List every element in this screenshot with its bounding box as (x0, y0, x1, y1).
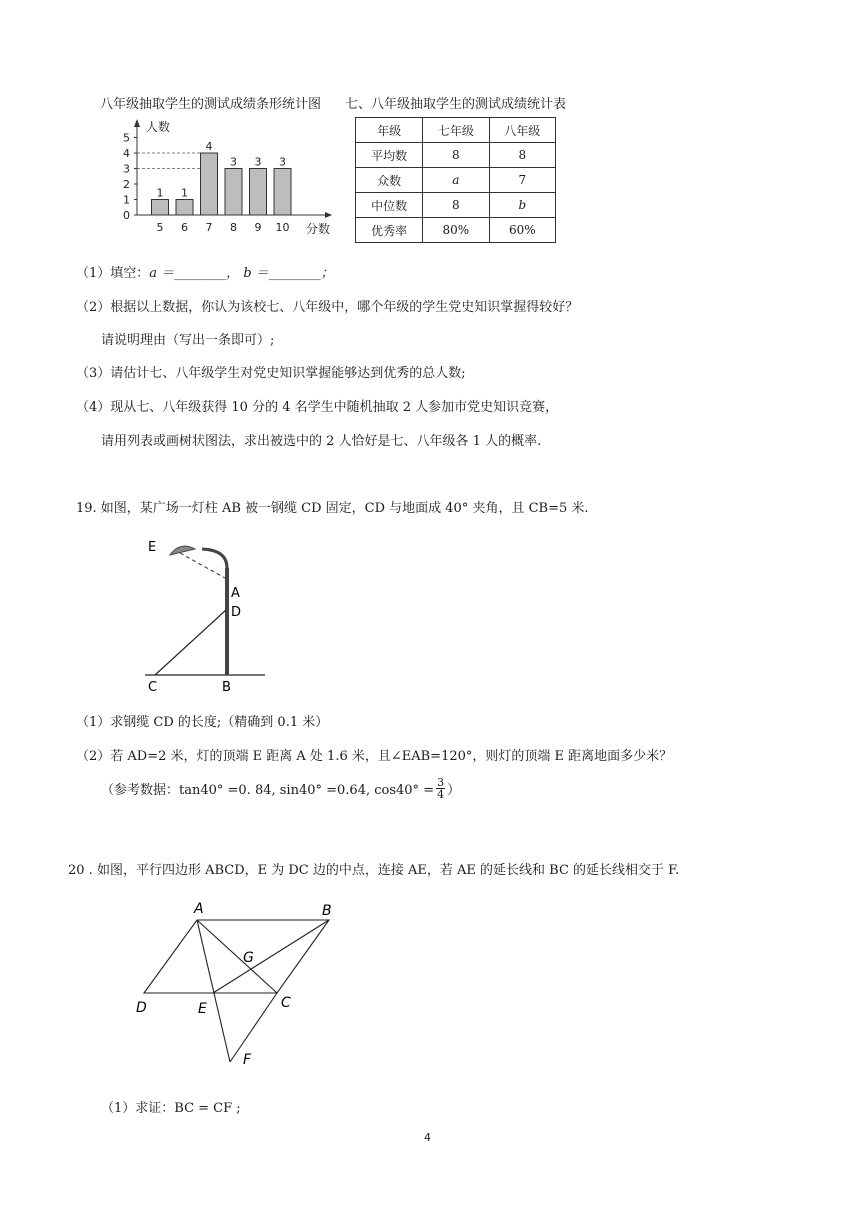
x-tick-label: 7 (205, 221, 213, 234)
line-af (197, 920, 230, 1062)
table-cell: 优秀率 (356, 218, 423, 243)
table-header-cell: 年级 (356, 118, 423, 143)
y-tick-label: 5 (123, 131, 130, 145)
bar (152, 200, 169, 216)
fraction (436, 777, 445, 800)
bar-value-label: 3 (254, 155, 262, 169)
y-tick-label: 4 (123, 147, 130, 160)
q19-stem: 19. 如图，某广场一灯柱 AB 被一钢缆 CD 固定，CD 与地面成 40° 夹角，且 CB=5 米. (76, 501, 589, 516)
label-b: B (322, 903, 332, 919)
q18-part2-line1: （2）根据以上数据，你认为该校七、八年级中，哪个年级的学生党史知识掌握得较好？ (76, 300, 579, 315)
lamp-arm (202, 549, 227, 568)
q19-part2: （2）若 AD=2 米，灯的顶端 E 距离 A 处 1.6 米，且∠EAB=120°，则灯的顶端 E 距离地面多少米？ (76, 749, 673, 764)
table-row (356, 193, 556, 218)
label-e: E (148, 540, 157, 555)
label-a: A (194, 901, 204, 917)
bar (201, 153, 218, 215)
table-header-cell: 八年级 (489, 118, 555, 143)
bar-chart (115, 115, 345, 240)
q18-part3: （3）请估计七、八年级学生对党史知识掌握能够达到优秀的总人数; (76, 366, 466, 381)
stats-table (355, 117, 556, 243)
y-tick-label: 2 (123, 178, 130, 191)
table-row (356, 218, 556, 243)
q18-part4-line2: 请用列表或画树状图法，求出被选中的 2 人恰好是七、八年级各 1 人的概率. (101, 434, 542, 449)
x-axis-label: 分数 (306, 222, 331, 236)
table-caption: 七、八年级抽取学生的测试成绩统计表 (345, 97, 567, 112)
bar (176, 200, 193, 216)
line-ac (197, 920, 277, 993)
bar-value-label: 1 (156, 186, 164, 200)
q19-lamp-diagram (140, 535, 275, 695)
bar-value-label: 3 (230, 155, 237, 169)
label-g: G (243, 950, 254, 966)
bar-value-label: 1 (181, 186, 188, 200)
table-header-cell: 七年级 (423, 118, 489, 143)
label-e: E (198, 1001, 207, 1017)
label-c: C (148, 680, 158, 695)
bar-value-label: 3 (279, 155, 286, 169)
x-tick-label: 8 (230, 221, 237, 234)
fraction-numerator: 3 (437, 776, 445, 789)
chart-caption: 八年级抽取学生的测试成绩条形统计图 (100, 97, 322, 112)
x-axis-arrow (325, 212, 332, 218)
bar-value-label: 4 (205, 140, 213, 153)
x-tick-label: 9 (254, 221, 262, 234)
bar (250, 169, 267, 216)
cable-cd (155, 610, 226, 675)
q18-part4-line1: （4）现从七、八年级获得 10 分的 4 名学生中随机抽取 2 人参加市党史知识竞赛， (76, 400, 559, 415)
q18-part1-label: （1）填空： (76, 266, 150, 281)
bar (274, 169, 291, 216)
q18-blank-a: a ＝________， (149, 266, 240, 281)
q18-part2-line2: 请说明理由（写出一条即可）; (101, 333, 275, 348)
bar (225, 169, 242, 216)
q19-reference-suffix: ） (447, 783, 461, 798)
table-cell: a (423, 168, 489, 193)
y-axis-label: 人数 (146, 120, 171, 134)
table-cell: 8 (423, 143, 489, 168)
label-d: D (231, 605, 242, 620)
q20-part1: （1）求证：BC = CF ; (101, 1101, 241, 1116)
x-tick-label: 5 (156, 221, 164, 234)
y-tick-label: 3 (123, 162, 130, 176)
x-tick-label: 6 (181, 221, 188, 234)
label-b: B (222, 680, 231, 695)
y-tick-label: 0 (123, 209, 130, 222)
fraction-denominator: 4 (437, 788, 445, 801)
x-tick-label: 10 (275, 221, 290, 234)
table-cell: 80% (423, 218, 489, 243)
q19-reference-data (101, 777, 460, 800)
table-cell: b (489, 193, 555, 218)
label-c: C (281, 995, 291, 1011)
table-cell: 8 (423, 193, 489, 218)
table-row (356, 143, 556, 168)
dashed-line-ea (180, 553, 225, 578)
label-f: F (243, 1052, 252, 1068)
q18-blank-b: b ＝________； (243, 266, 334, 281)
table-row (356, 168, 556, 193)
y-axis-arrow (134, 119, 140, 127)
q19-part1: （1）求钢缆 CD 的长度;（精确到 0.1 米） (76, 715, 329, 730)
table-cell: 7 (489, 168, 555, 193)
table-cell: 60% (489, 218, 555, 243)
label-a: A (231, 586, 240, 601)
y-tick-label: 1 (123, 193, 130, 207)
table-cell: 中位数 (356, 193, 423, 218)
label-d: D (136, 1000, 147, 1016)
page-number: 4 (424, 1131, 431, 1144)
q20-parallelogram-diagram (130, 895, 350, 1070)
table-cell: 平均数 (356, 143, 423, 168)
table-cell: 8 (489, 143, 555, 168)
lamp-head (170, 546, 195, 555)
table-cell: 众数 (356, 168, 423, 193)
line-cf (230, 993, 277, 1062)
q19-reference-prefix: （参考数据：tan40° =0. 84, sin40° =0.64, cos40° = (101, 783, 435, 798)
q20-stem: 20 . 如图，平行四边形 ABCD，E 为 DC 边的中点，连接 AE，若 AE 的延长线和 BC 的延长线相交于 F. (68, 863, 680, 878)
table-header-row (356, 118, 556, 143)
line-be (213, 920, 329, 993)
q18-part1 (76, 262, 334, 281)
